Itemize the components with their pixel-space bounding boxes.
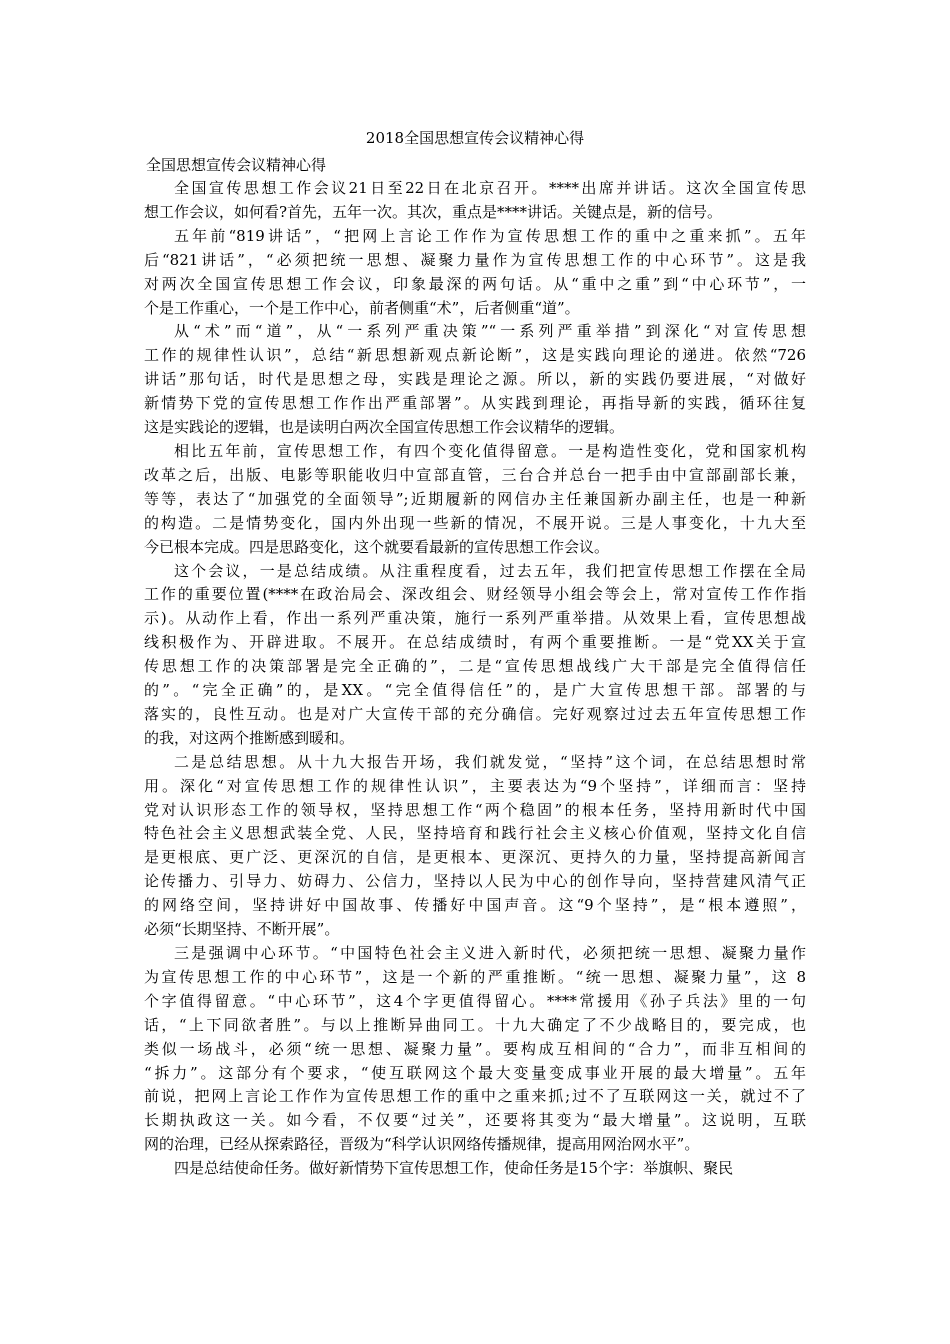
body-paragraph: [144, 751, 806, 942]
paragraph-line: 传思想工作的决策部署是完全正确的”，二是“宣传思想战线广大干部是完全值得信任: [144, 657, 806, 676]
body-paragraph: [144, 225, 806, 321]
paragraph-line: 落实的，良性互动。也是对广大宣传干部的充分确信。完好观察过过去五年宣传思想工作: [144, 704, 806, 723]
paragraph-line: 工作的重要位置(****在政治局会、深改组会、财经领导小组会等会上，常对宣传工作作指: [144, 585, 806, 604]
paragraph-line: 新情势下党的宣传思想工作作出严重部署”。从实践到理论，再指导新的实践，循环往复: [144, 394, 806, 413]
paragraph-line: 示)。从动作上看，作出一系列严重决策，施行一系列严重举措。从效果上看，宣传思想战: [144, 609, 806, 628]
paragraph-line: 长期执政这一关。如今看，不仅要“过关”，还要将其变为“最大增量”。这说明，互联: [144, 1111, 806, 1130]
paragraph-line: 相比五年前，宣传思想工作，有四个变化值得留意。一是构造性变化，党和国家机构: [174, 441, 806, 460]
paragraph-line: 是更根底、更广泛、更深沉的自信，是更根本、更深沉、更持久的力量，坚持提高新闻言: [144, 848, 806, 867]
body-paragraph: [144, 177, 806, 225]
paragraph-line: 前说，把网上言论工作作为宣传思想工作的重中之重来抓;过不了互联网这一关，就过不了: [144, 1087, 806, 1106]
paragraph-line: 必须“长期坚持、不断开展”。: [144, 920, 340, 939]
paragraph-line: 这是实践论的逻辑，也是读明白两次全国宣传思想工作会议精华的逻辑。: [144, 418, 625, 437]
paragraph-line: 二是总结思想。从十九大报告开场，我们就发觉，“坚持”这个词，在总结思想时常: [174, 752, 806, 771]
paragraph-line: 的网络空间，坚持讲好中国故事、传播好中国声音。这“9个坚持”，是“根本遵照”，: [144, 896, 806, 915]
paragraph-line: 今已根本完成。四是思路变化，这个就要看最新的宣传思想工作会议。: [144, 537, 610, 556]
body-paragraph: [144, 942, 806, 1157]
paragraph-line: 个是工作重心，一个是工作中心，前者侧重“术”，后者侧重“道”。: [144, 298, 580, 317]
paragraph-line: 用。深化“对宣传思想工作的规律性认识”，主要表达为“9个坚持”，详细而言：坚持: [144, 776, 806, 795]
paragraph-line: 后“821讲话”，“必须把统一思想、凝聚力量作为宣传思想工作的中心环节”。这是我: [144, 250, 806, 269]
body-paragraph: [144, 1157, 806, 1181]
paragraph-line: 网的治理，已经从探索路径，晋级为“科学认识网络传播规律，提高用网治网水平”。: [144, 1135, 700, 1154]
paragraph-line: 五年前“819讲话”，“把网上言论工作作为宣传思想工作的重中之重来抓”。五年: [174, 226, 806, 245]
paragraph-line: 个字值得留意。“中心环节”，这4个字更值得留心。****常援用《孙子兵法》里的一句: [144, 991, 806, 1010]
document-title: 2018全国思想宣传会议精神心得: [365, 129, 585, 147]
paragraph-line: 全国宣传思想工作会议21日至22日在北京召开。****出席并讲话。这次全国宣传思: [174, 179, 806, 197]
paragraph-line: 党对认识形态工作的领导权，坚持思想工作“两个稳固”的根本任务，坚持用新时代中国: [144, 800, 806, 819]
document-subtitle: 全国思想宣传会议精神心得: [146, 156, 327, 174]
paragraph-line: 论传播力、引导力、妨碍力、公信力，坚持以人民为中心的创作导向，坚持营建风清气正: [144, 872, 806, 891]
paragraph-line: 为宣传思想工作的中心环节”，这是一个新的严重推断。“统一思想、凝聚力量”，这 8: [144, 967, 806, 986]
document-page: [144, 120, 806, 1181]
paragraph-line: 工作的规律性认识”，总结“新思想新观点新论断”，这是实践向理论的递进。依然“726: [144, 346, 806, 365]
paragraph-line: 特色社会主义思想武装全党、人民，坚持培育和践行社会主义核心价值观，坚持文化自信: [144, 824, 806, 843]
paragraph-line: 从“术”而“道”，从“一系列严重决策”“一系列严重举措”到深化“对宣传思想: [174, 322, 806, 341]
paragraph-line: 改革之后，出版、电影等职能收归中宣部直管，三台合并总台一把手由中宣部副部长兼，: [144, 465, 806, 484]
body-paragraph: [144, 560, 806, 751]
paragraph-line: 线积极作为、开辟进取。不展开。在总结成绩时，有两个重要推断。一是“党XX关于宣: [144, 633, 806, 652]
paragraph-line: 的我，对这两个推断感到暖和。: [144, 728, 355, 747]
paragraph-line: 讲话”那句话，时代是思想之母，实践是理论之源。所以，新的实践仍要进展，“对做好: [144, 370, 806, 389]
body-paragraph: [144, 320, 806, 440]
paragraph-line: 对两次全国宣传思想工作会议，印象最深的两句话。从“重中之重”到“中心环节”，一: [144, 274, 806, 293]
paragraph-line: 的”。“完全正确”的，是XX。“完全值得信任”的，是广大宣传思想干部。部署的与: [144, 681, 806, 700]
body-paragraph: [144, 440, 806, 560]
document-body: [144, 177, 806, 1181]
paragraph-line: 三是强调中心环节。“中国特色社会主义进入新时代，必须把统一思想、凝聚力量作: [174, 944, 806, 962]
paragraph-line: 类似一场战斗，必须“统一思想、凝聚力量”。要构成互相间的“合力”，而非互相间的: [144, 1039, 806, 1058]
paragraph-line: 想工作会议，如何看?首先，五年一次。其次，重点是****讲话。关键点是，新的信号。: [144, 202, 723, 221]
paragraph-line: 的构造。二是情势变化，国内外出现一些新的情况，不展开说。三是人事变化，十九大至: [144, 513, 806, 532]
paragraph-line: 这个会议，一是总结成绩。从注重程度看，过去五年，我们把宣传思想工作摆在全局: [174, 561, 806, 580]
paragraph-line: 等等，表达了“加强党的全面领导”;近期履新的网信办主任兼国新办副主任，也是一种新: [144, 489, 806, 508]
paragraph-line: 四是总结使命任务。做好新情势下宣传思想工作，使命任务是15个字：举旗帜、聚民: [174, 1159, 734, 1178]
paragraph-line: 话，“上下同欲者胜”。与以上推断异曲同工。十九大确定了不少战略目的，要完成，也: [144, 1015, 806, 1034]
paragraph-line: “拆力”。这部分有个要求，“使互联网这个最大变量变成事业开展的最大增量”。五年: [144, 1063, 806, 1082]
